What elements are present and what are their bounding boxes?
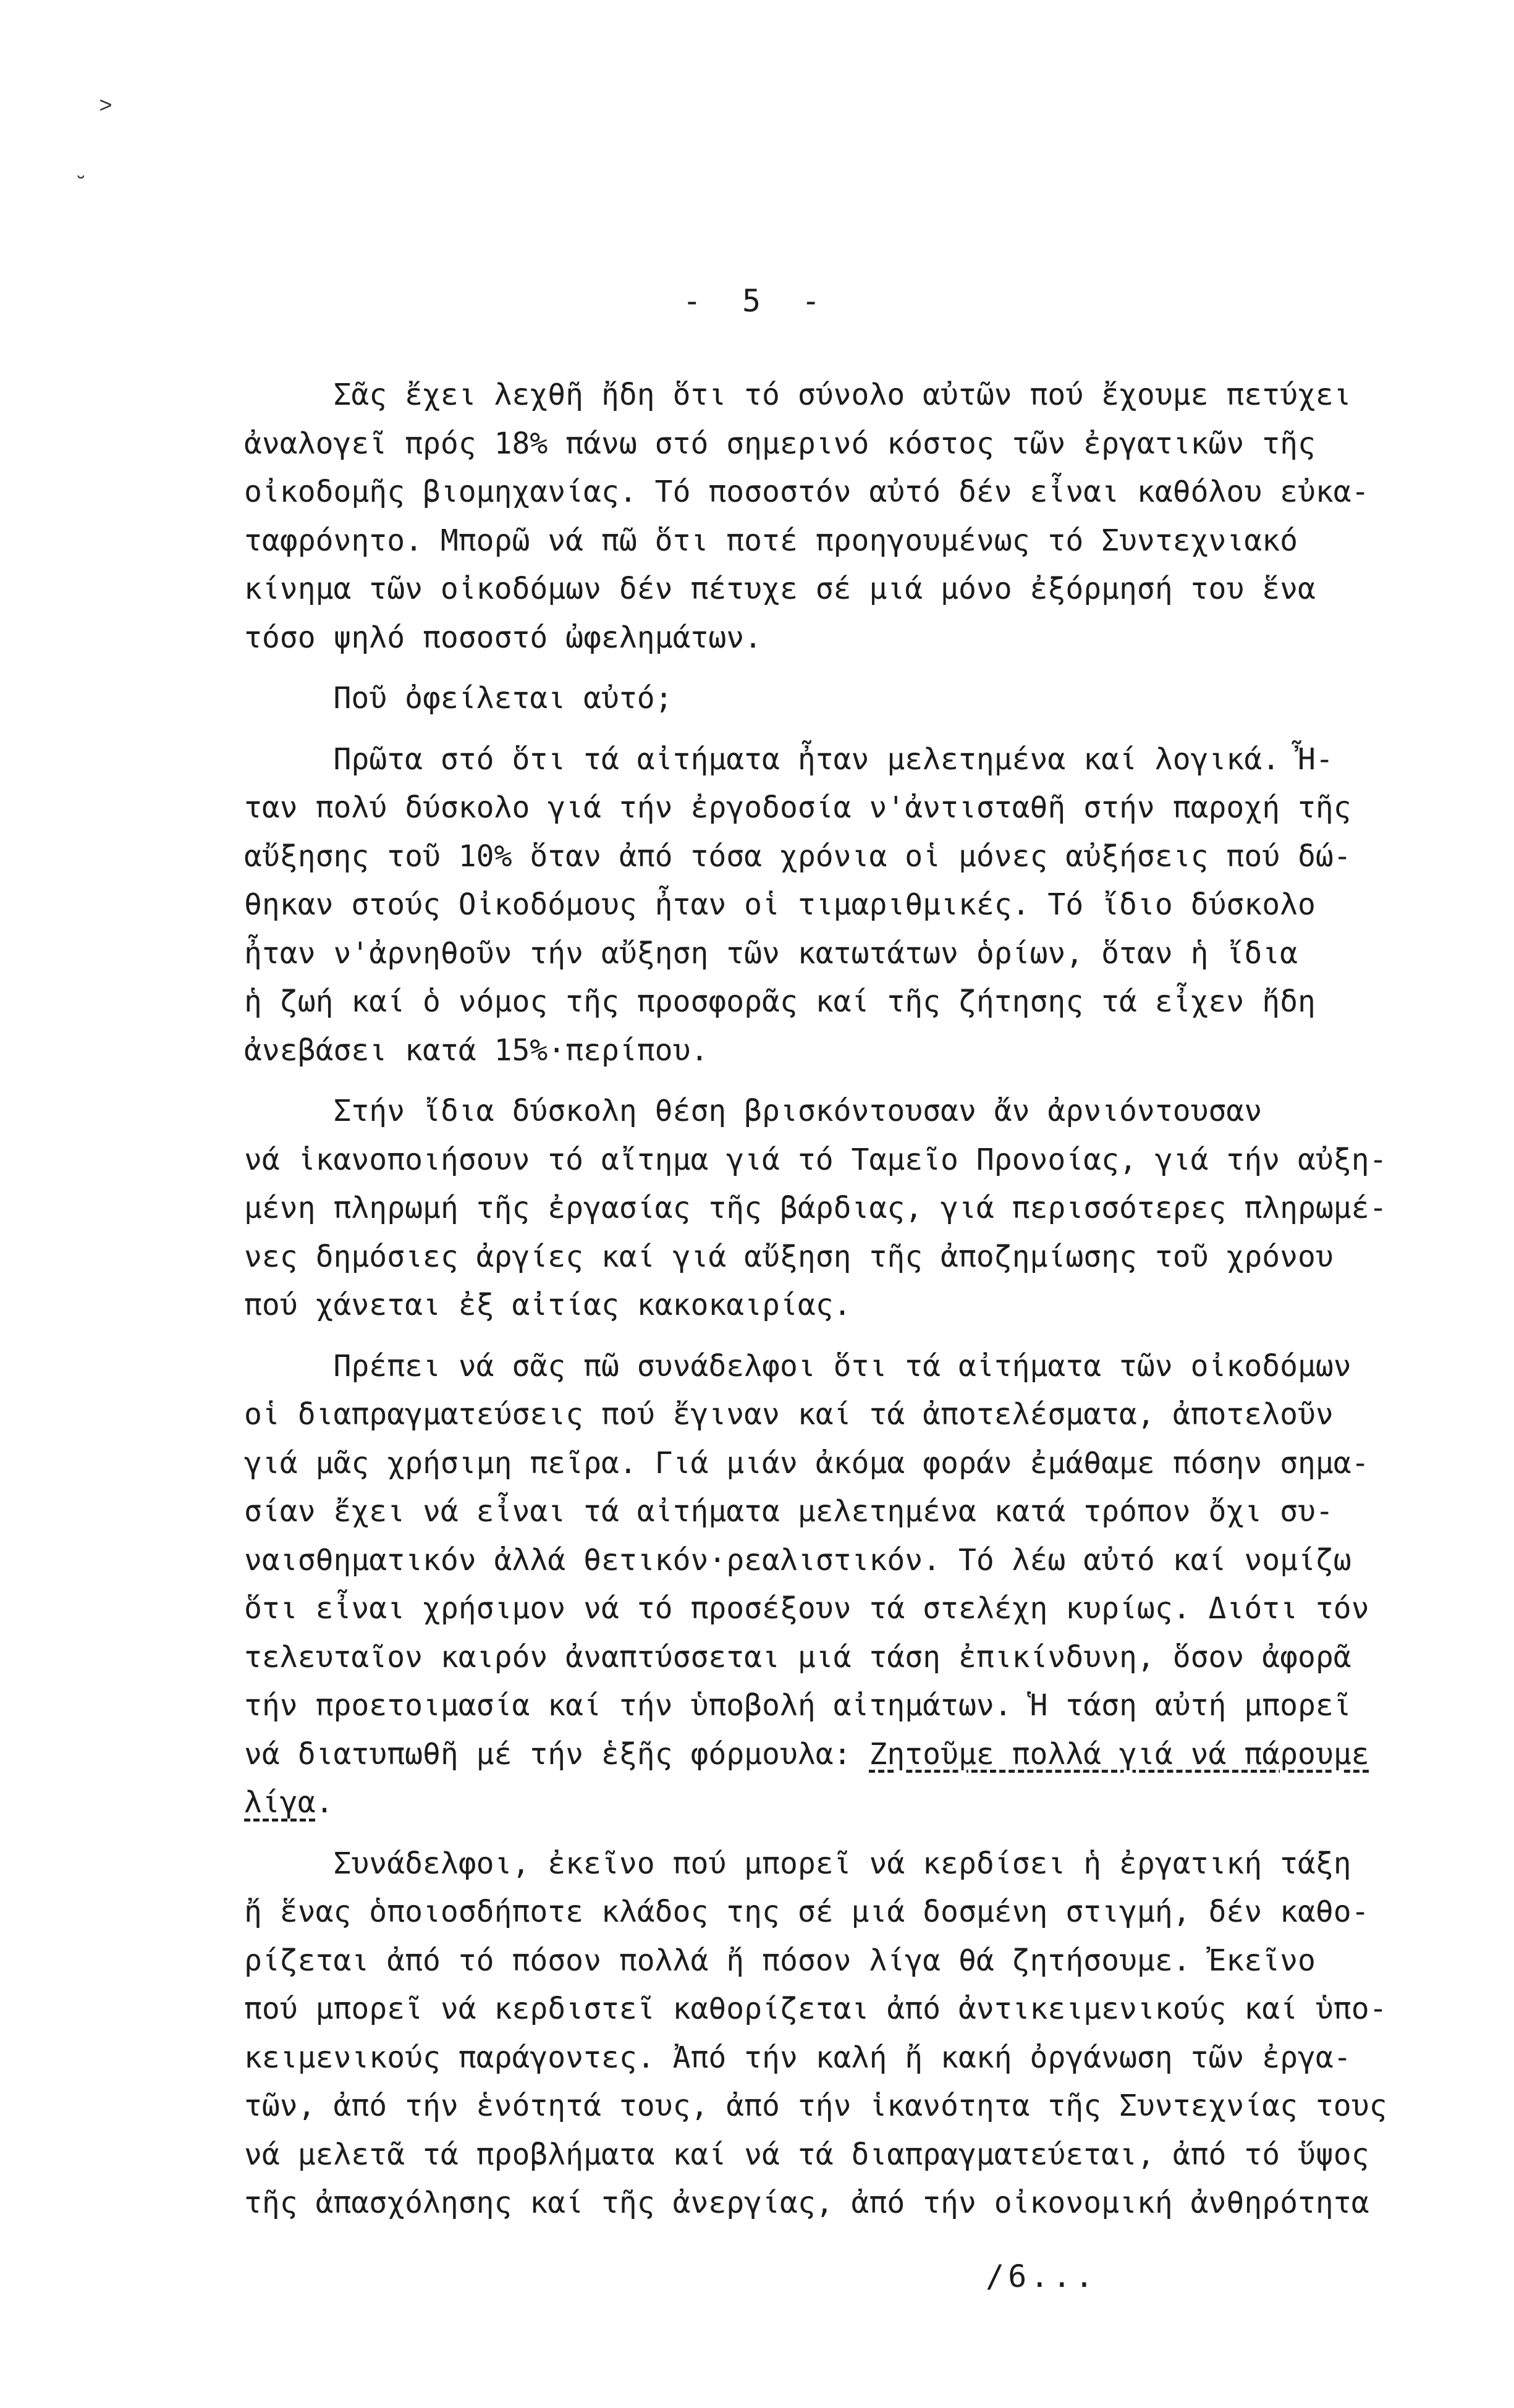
text-line: Ποῦ ὀφείλεται αὐτό; [244,681,673,716]
text-line: Στήν ἴδια δύσκολη θέση βρισκόντουσαν ἄν ἀρνιόντουσαν [244,1094,1262,1128]
text-line: ἀναλογεῖ πρός 18% πάνω στό σημερινό κόστος τῶν ἐργατικῶν τῆς [244,426,1316,461]
text-line: πού χάνεται ἐξ αἰτίας κακοκαιρίας. [244,1288,852,1322]
paragraph-3 [244,735,1468,1075]
text-line: ἦταν ν'ἀρνηθοῦν τήν αὔξηση τῶν κατωτάτων ὁρίων, ὅταν ἡ ἴδια [244,936,1298,971]
text-line: μένη πληρωμή τῆς ἐργασίας τῆς βάρδιας, γιά περισσότερες πληρωμέ- [244,1191,1387,1225]
text-line: Πρέπει νά σᾶς πῶ συνάδελφοι ὅτι τά αἰτήματα τῶν οἰκοδόμων [244,1348,1351,1384]
text-line: νά μελετᾶ τά προβλήματα καί νά τά διαπραγματεύεται, ἀπό τό ὕψος [244,2137,1369,2172]
paragraph-1 [244,371,1468,662]
scan-mark: ˘ [74,173,88,198]
document-body [244,371,1468,2228]
text-line: ἀνεβάσει κατά 15%·περίπου. [244,1033,709,1068]
text-line: οἰκοδομῆς βιομηχανίας. Τό ποσοστόν αὐτό δέν εἶναι καθόλου εὐκα- [244,475,1369,509]
paragraph-5 [244,1342,1468,1827]
text-line: τελευταῖον καιρόν ἀναπτύσσεται μιά τάση ἐπικίνδυνη, ὅσον ἀφορᾶ [244,1639,1351,1675]
text-line: τήν προετοιμασία καί τήν ὑποβολή αἰτημάτων. Ἡ τάση αὐτή μπορεῖ [244,1688,1351,1723]
text-line: ἡ ζωή καί ὁ νόμος τῆς προσφορᾶς καί τῆς ζήτησης τά εἶχεν ἤδη [244,984,1316,1019]
text-line: Πρῶτα στό ὅτι τά αἰτήματα ἦταν μελετημένα καί λογικά. Ἦ- [244,741,1334,777]
text-line: ὅτι εἶναι χρήσιμον νά τό προσέξουν τά στελέχη κυρίως. Διότι τόν [244,1591,1369,1626]
text-line: σίαν ἔχει νά εἶναι τά αἰτήματα μελετημένα κατά τρόπον ὄχι συ- [244,1494,1334,1529]
text-line: οἱ διαπραγματεύσεις πού ἔγιναν καί τά ἀποτελέσματα, ἀποτελοῦν [244,1397,1334,1432]
text-line: τῆς ἀπασχόλησης καί τῆς ἀνεργίας, ἀπό τήν οἰκονομική ἀνθηρότητα [244,2186,1369,2220]
slogan-period: . [315,1785,334,1820]
text-line: Σᾶς ἔχει λεχθῆ ἤδη ὅτι τό σύνολο αὐτῶν πού ἔχουμε πετύχει [244,378,1351,412]
text-line: ρίζεται ἀπό τό πόσον πολλά ἤ πόσον λίγα θά ζητήσουμε. Ἐκεῖνο [244,1943,1316,1978]
text-line-with-slogan [244,1778,1468,1827]
text-line: γιά μᾶς χρήσιμη πεῖρα. Γιά μιάν ἀκόμα φοράν ἐμάθαμε πόσην σημα- [244,1445,1369,1481]
paragraph-2 [244,674,1468,723]
text-line-with-slogan [244,1730,1468,1779]
text-line: κίνημα τῶν οἰκοδόμων δέν πέτυχε σέ μιά μόνο ἐξόρμησή του ἕνα [244,572,1316,606]
text-line: ταν πολύ δύσκολο γιά τήν ἐργοδοσία ν'ἀντισταθῆ στήν παροχή τῆς [244,790,1351,825]
text-line: αὔξησης τοῦ 10% ὅταν ἀπό τόσα χρόνια οἱ μόνες αὐξήσεις πού δώ- [244,839,1351,874]
text-line: τόσο ψηλό ποσοστό ὠφελημάτων. [244,620,763,655]
underlined-slogan: Ζητοῦμε πολλά γιά νά πάρουμε [869,1736,1369,1772]
text-line: πού μπορεῖ νά κερδιστεῖ καθορίζεται ἀπό ἀντικειμενικούς καί ὑπο- [244,1992,1387,2026]
underlined-slogan-end: λίγα [244,1785,316,1820]
scan-mark: ˃ [99,93,112,118]
text-line: ταφρόνητο. Μπορῶ νά πῶ ὅτι ποτέ προηγουμένως τό Συντεχνιακό [244,523,1298,558]
continuation-marker: /6... [986,2258,1097,2294]
page-number: - 5 - [682,283,832,319]
text-line: νά ἱκανοποιήσουν τό αἴτημα γιά τό Ταμεῖο Προνοίας, γιά τήν αὐξη- [244,1142,1387,1177]
text-line: τῶν, ἀπό τήν ἑνότητά τους, ἀπό τήν ἱκανότητα τῆς Συντεχνίας τους [244,2089,1387,2123]
text-line: ἤ ἕνας ὁποιοσδήποτε κλάδος της σέ μιά δοσμένη στιγμή, δέν καθο- [244,1895,1369,1929]
text-line: νες δημόσιες ἀργίες καί γιά αὔξηση τῆς ἀποζημίωσης τοῦ χρόνου [244,1239,1334,1274]
text-line: Συνάδελφοι, ἐκεῖνο πού μπορεῖ νά κερδίσει ἡ ἐργατική τάξη [244,1846,1351,1881]
text-fragment: νά διατυπωθῆ μέ τήν ἑξῆς φόρμουλα: [244,1736,869,1772]
text-line: κειμενικούς παράγοντες. Ἀπό τήν καλή ἤ κακή ὀργάνωση τῶν ἐργα- [244,2040,1351,2075]
text-line: ναισθηματικόν ἀλλά θετικόν·ρεαλιστικόν. Τό λέω αὐτό καί νομίζω [244,1542,1351,1578]
paragraph-4 [244,1087,1468,1330]
text-line: θηκαν στούς Οἰκοδόμους ἦταν οἱ τιμαριθμικές. Τό ἴδιο δύσκολο [244,887,1316,922]
paragraph-6 [244,1840,1468,2228]
